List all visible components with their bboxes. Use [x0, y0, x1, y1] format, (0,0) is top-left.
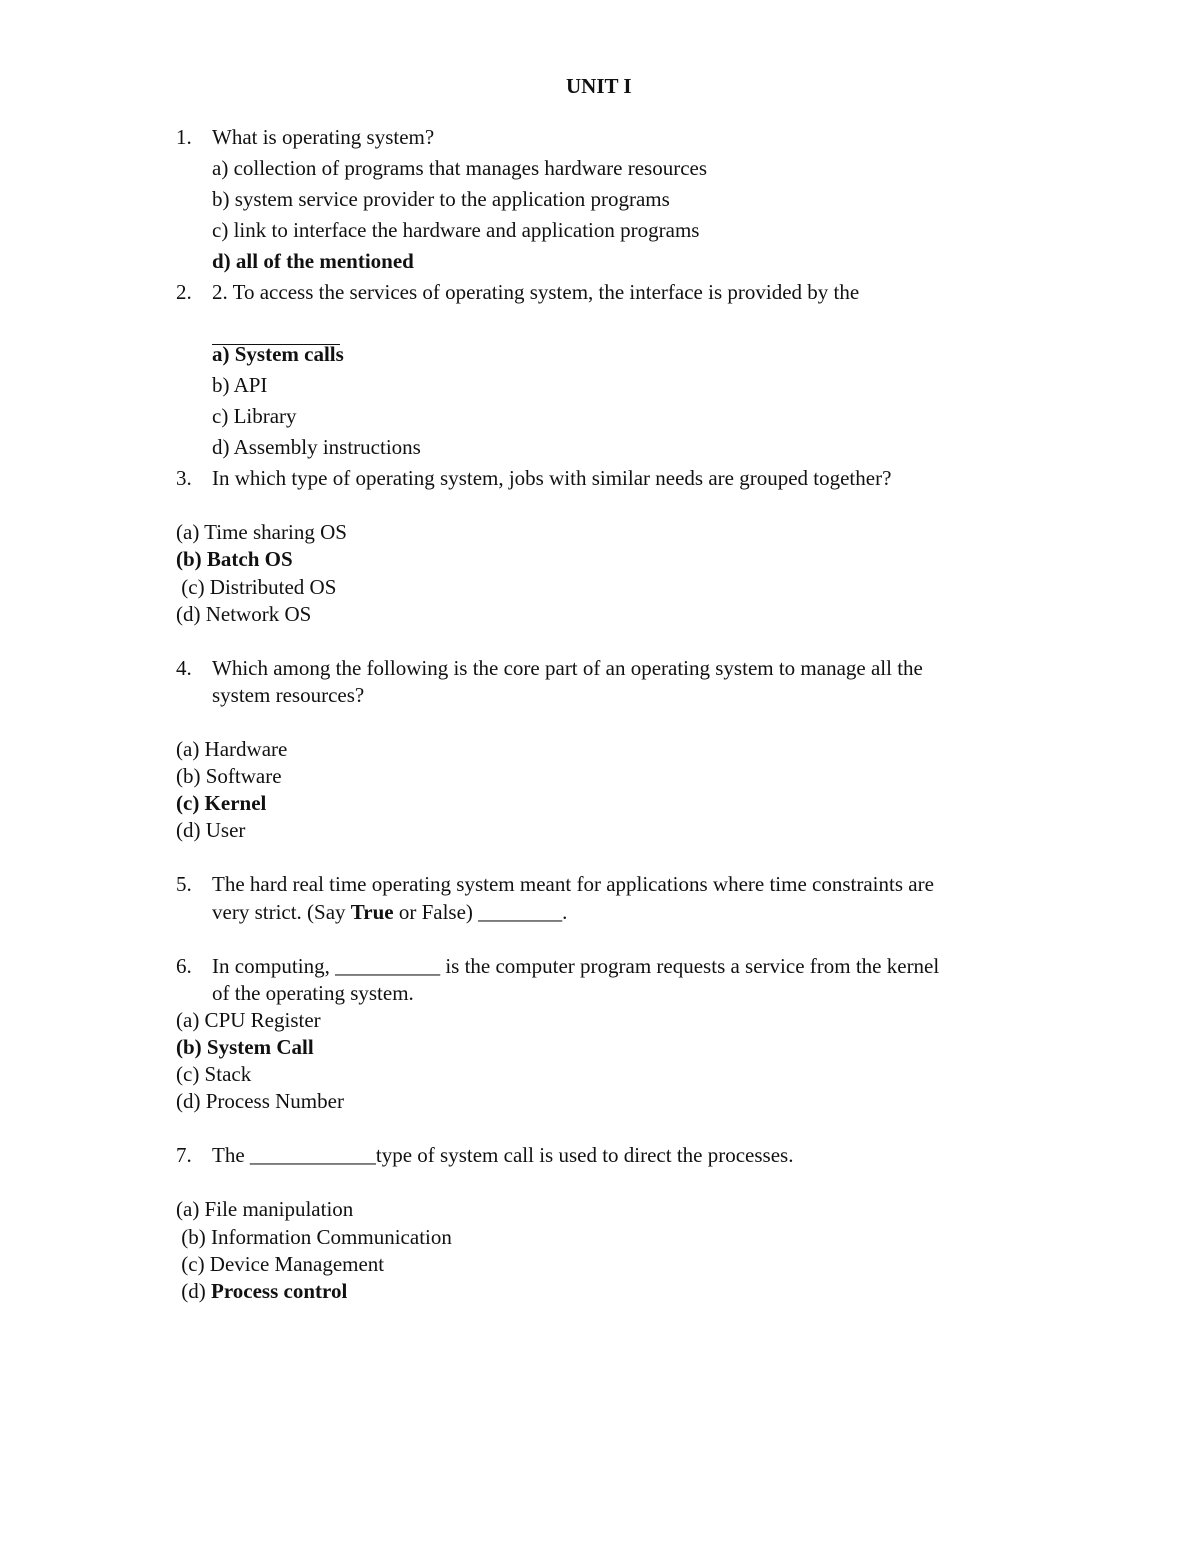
q7-option-d	[176, 1281, 347, 1302]
q1-option-c: c) link to interface the hardware and application programs	[212, 218, 700, 242]
q2-option-b: b) API	[212, 373, 268, 397]
q1-option-d-answer: d) all of the mentioned	[212, 249, 414, 273]
q4-option-d: (d) User	[176, 818, 246, 842]
q7-number: 7.	[176, 1143, 192, 1167]
q4-number: 4.	[176, 656, 192, 680]
q5-text-prefix: very strict. (Say	[212, 900, 351, 924]
q3-option-d: (d) Network OS	[176, 602, 312, 626]
q4-text-line2: system resources?	[212, 683, 365, 707]
q1-text: What is operating system?	[212, 125, 435, 149]
q7-option-b: (b) Information Communication	[176, 1225, 452, 1249]
q3-option-a: (a) Time sharing OS	[176, 520, 347, 544]
q1-option-b: b) system service provider to the application programs	[212, 187, 670, 211]
q6-option-a: (a) CPU Register	[176, 1008, 321, 1032]
q2-option-a-answer: a) System calls	[212, 342, 344, 366]
q5-answer-true: True	[350, 900, 394, 924]
q2-number: 2.	[176, 280, 192, 304]
q3-number: 3.	[176, 466, 192, 490]
q2-option-c: c) Library	[212, 404, 297, 428]
q2-option-d: d) Assembly instructions	[212, 435, 421, 459]
q6-text-line1: In computing, __________ is the computer program requests a service from the kernel	[212, 954, 940, 978]
q7-option-d-answer: Process control	[211, 1279, 348, 1303]
q7-option-d-prefix: (d)	[176, 1279, 211, 1303]
q5-number: 5.	[176, 872, 192, 896]
q5-text-line2	[212, 902, 567, 923]
q4-option-c-answer: (c) Kernel	[176, 791, 267, 815]
q5-text-suffix: or False) ________.	[393, 900, 568, 924]
q5-text-line1: The hard real time operating system meant for applications where time constraints are	[212, 872, 934, 896]
q7-option-c: (c) Device Management	[176, 1252, 385, 1276]
q7-option-a: (a) File manipulation	[176, 1197, 354, 1221]
q4-text-line1: Which among the following is the core part of an operating system to manage all the	[212, 656, 923, 680]
q3-option-c: (c) Distributed OS	[176, 575, 337, 599]
q6-option-d: (d) Process Number	[176, 1089, 344, 1113]
q6-option-b-answer: (b) System Call	[176, 1035, 314, 1059]
q3-text: In which type of operating system, jobs with similar needs are grouped together?	[212, 466, 892, 490]
q4-option-a: (a) Hardware	[176, 737, 288, 761]
q1-number: 1.	[176, 125, 192, 149]
q4-option-b: (b) Software	[176, 764, 282, 788]
q6-text-line2: of the operating system.	[212, 981, 414, 1005]
page-title: UNIT I	[566, 74, 632, 98]
q3-option-b-answer: (b) Batch OS	[176, 547, 293, 571]
q2-text: 2. To access the services of operating system, the interface is provided by the	[212, 280, 860, 304]
q7-text: The ____________type of system call is used to direct the processes.	[212, 1143, 794, 1167]
q6-option-c: (c) Stack	[176, 1062, 252, 1086]
q6-number: 6.	[176, 954, 192, 978]
q1-option-a: a) collection of programs that manages hardware resources	[212, 156, 708, 180]
